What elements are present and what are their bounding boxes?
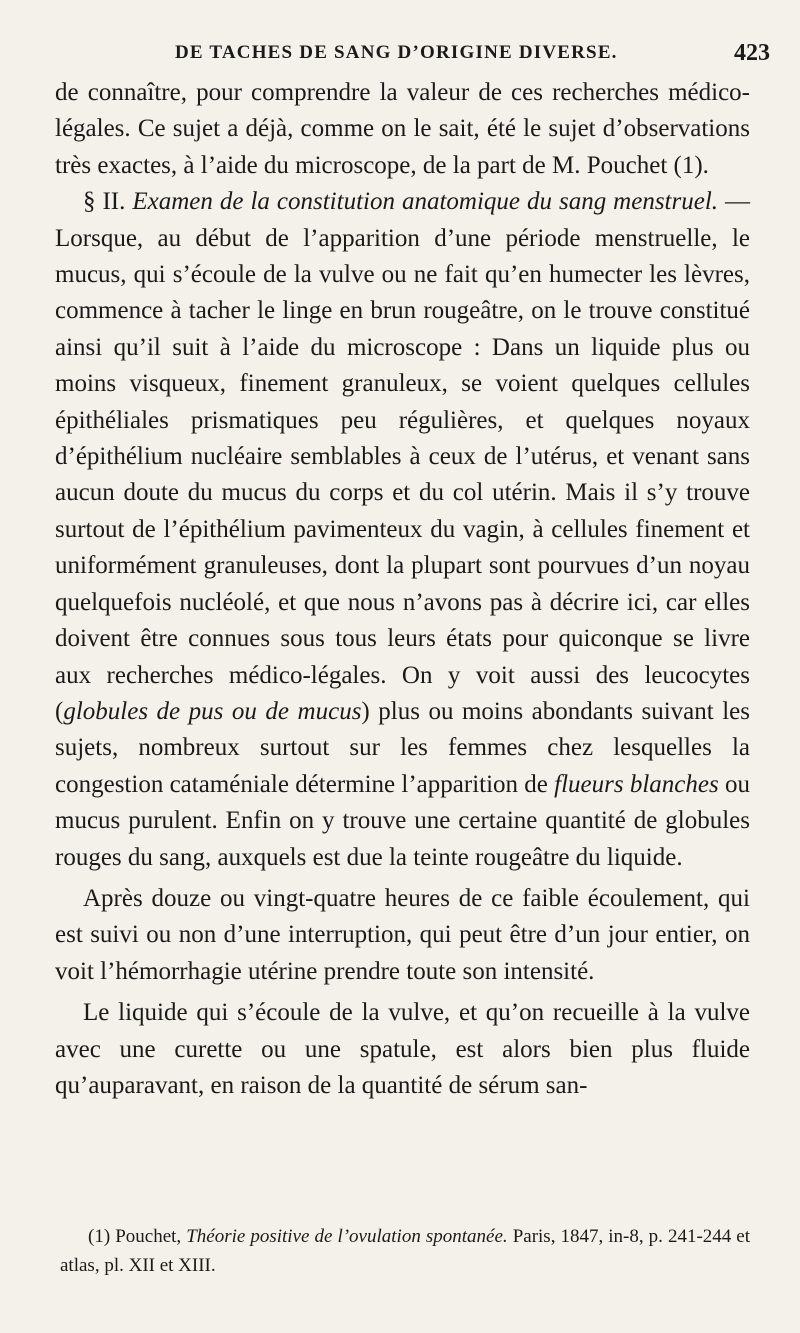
- footnote-author: Pouchet,: [115, 1226, 182, 1247]
- paragraph-1: de connaître, pour comprendre la valeur de ces recherches médico-légales. Ce sujet a déjà, comme on le sait, été le sujet d’observations très exactes, à l’aide du microscope, de la part de M. Pouchet (1).: [55, 79, 750, 179]
- footnote-details: Paris, 1847, in-8, p. 241-244 et atlas, pl. XII et XIII.: [60, 1226, 751, 1276]
- paragraph-2-italic-1: globules de pus ou de mucus: [63, 697, 362, 725]
- paragraph-3: Après douze ou vingt-quatre heures de ce faible écoulement, qui est suivi ou non d’une interruption, qui peut être d’un jour entier, on voit l’hémorrhagie utérine prendre toute son intensité.: [55, 884, 750, 985]
- section-heading: Examen de la constitution anatomique du sang menstruel.: [132, 188, 719, 216]
- section-number: § II.: [83, 188, 126, 216]
- paragraph-2-italic-2: flueurs blanches: [554, 770, 719, 798]
- footnote: [60, 1222, 750, 1280]
- paragraph-2: [55, 184, 750, 876]
- paragraph-2-text-b: ) plus ou moins abondants suivant les sujets, nombreux surtout sur les femmes chez lesquelles la congestion cataméniale détermine l’apparition de: [55, 697, 750, 798]
- footnote-marker: (1): [88, 1226, 111, 1247]
- paragraph-2-text-a: — Lorsque, au début de l’apparition d’une période menstruelle, le mucus, qui s’écoule de la vulve ou ne fait qu’en humecter les lèvres, commence à tacher le linge en brun rougeâtre, on le trouve constitué ainsi qu’il suit à l’aide du microscope : Dans un liquide plus ou moins visqueux, finement granuleux, se voient quelques cellules épithéliales prismatiques peu régulières, et quelques noyaux d’épithélium nucléaire semblables à ceux de l’utérus, et venant sans aucun doute du mucus du corps et du col utérin. Mais il s’y trouve surtout de l’épithélium pavimenteux du vagin, à cellules finement et uniformément granuleuses, dont la plupart sont pourvues d’un noyau quelquefois nucléolé, et que nous n’avons pas à décrire ici, car elles doivent être connues sous tous leurs états pour quiconque se livre aux recherches médico-légales. On y voit aussi des leucocytes (: [55, 188, 751, 725]
- paragraph-4: Le liquide qui s’écoule de la vulve, et qu’on recueille à la vulve avec une curette ou une spatule, est alors bien plus fluide qu’auparavant, en raison de la quantité de sérum san-: [55, 999, 750, 1099]
- page-header: [55, 42, 770, 72]
- page-number: 423: [734, 40, 770, 66]
- body-text: [55, 75, 750, 1104]
- paragraph-2-text-c: ou mucus purulent. Enfin on y trouve une certaine quantité de globules rouges du sang, auxquels est due la teinte rougeâtre du liquide.: [55, 770, 750, 871]
- footnote-title: Théorie positive de l’ovulation spontanée.: [186, 1226, 508, 1247]
- running-head: DE TACHES DE SANG D’ORIGINE DIVERSE.: [175, 42, 618, 63]
